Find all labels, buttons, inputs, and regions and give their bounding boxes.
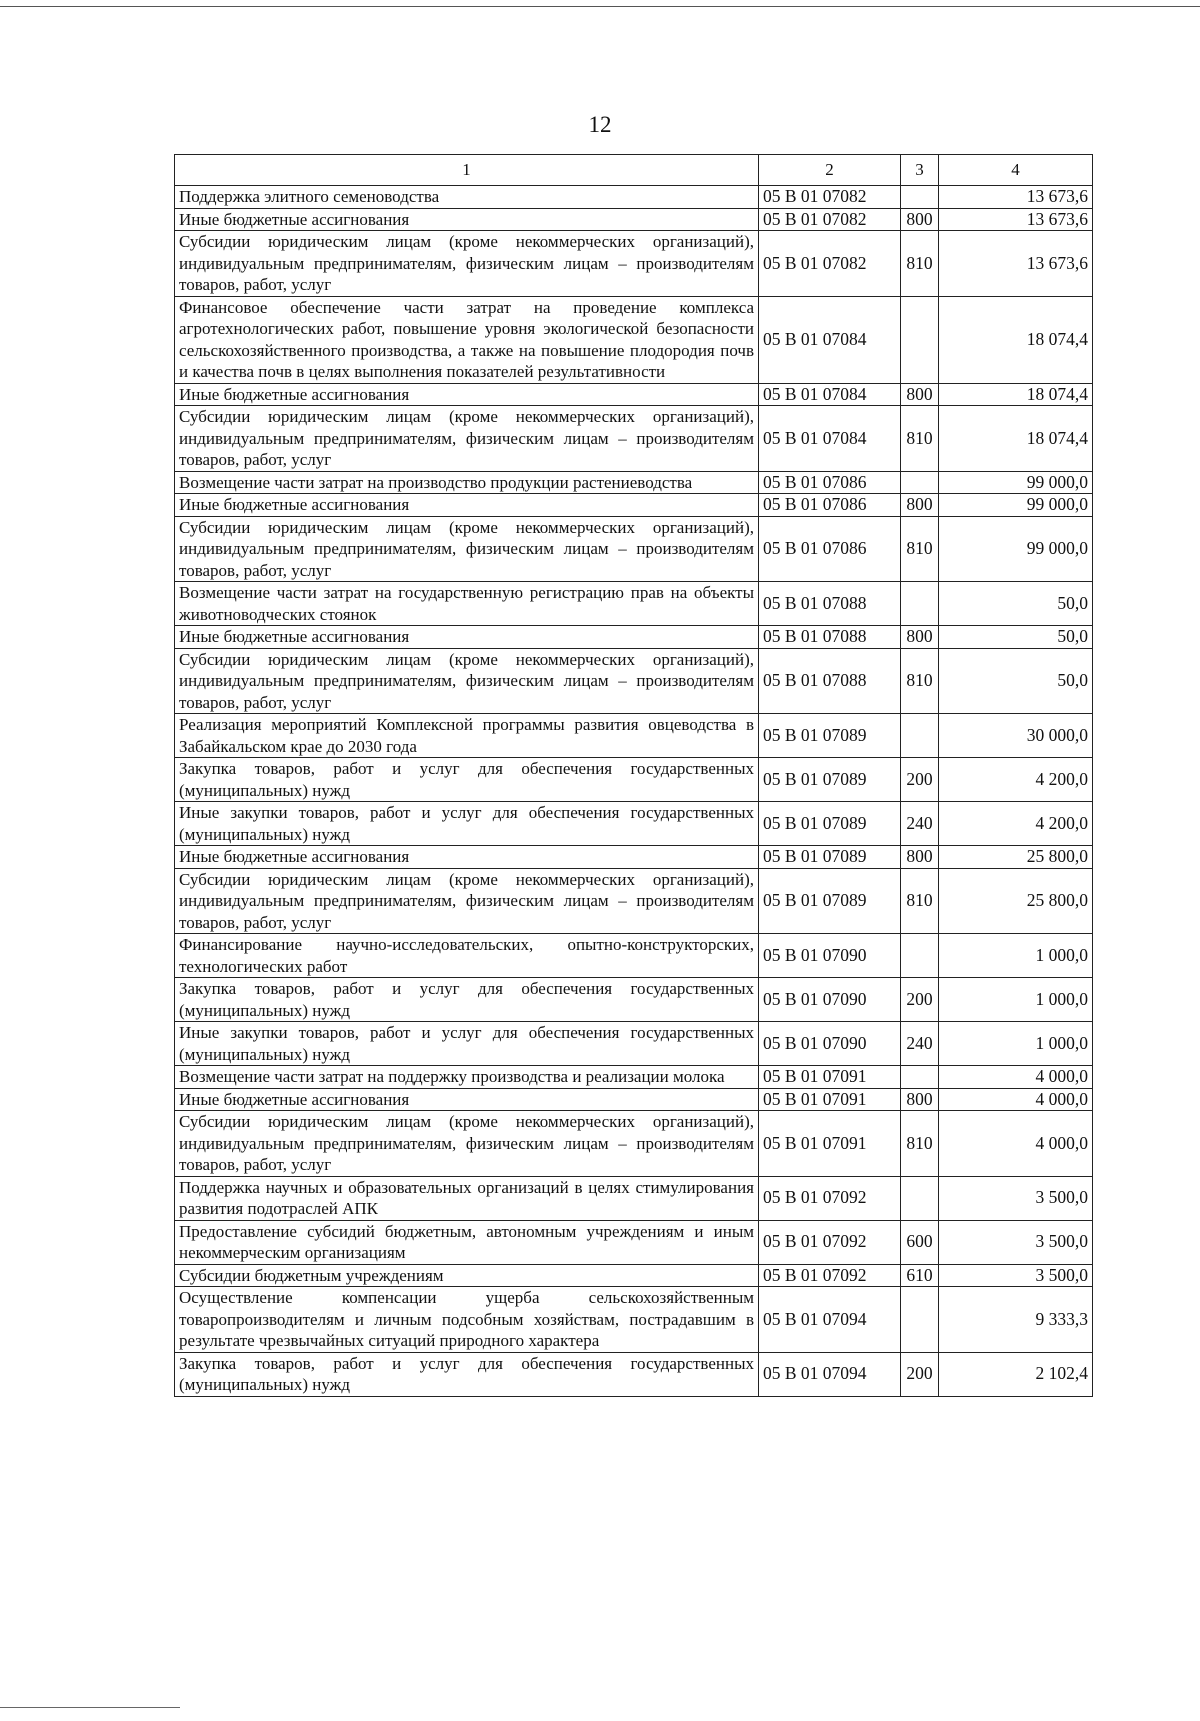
row-code: 05 В 01 07094 [759, 1287, 901, 1353]
table-row [175, 471, 1093, 494]
header-col-3: 3 [901, 155, 939, 186]
row-name: Субсидии бюджетным учреждениям [175, 1264, 759, 1287]
row-vr: 240 [901, 802, 939, 846]
row-vr: 200 [901, 978, 939, 1022]
table-row [175, 231, 1093, 297]
row-vr: 810 [901, 231, 939, 297]
row-amount: 50,0 [939, 582, 1093, 626]
row-amount: 99 000,0 [939, 471, 1093, 494]
row-name: Иные бюджетные ассигнования [175, 208, 759, 231]
row-name: Иные бюджетные ассигнования [175, 383, 759, 406]
header-col-2: 2 [759, 155, 901, 186]
row-amount: 4 000,0 [939, 1088, 1093, 1111]
row-vr [901, 471, 939, 494]
table-row [175, 208, 1093, 231]
row-code: 05 В 01 07091 [759, 1111, 901, 1177]
row-amount: 18 074,4 [939, 383, 1093, 406]
row-code: 05 В 01 07088 [759, 582, 901, 626]
row-amount: 1 000,0 [939, 934, 1093, 978]
page-number: 12 [588, 112, 612, 137]
row-amount: 18 074,4 [939, 296, 1093, 383]
row-vr [901, 1066, 939, 1089]
row-code: 05 В 01 07082 [759, 231, 901, 297]
row-vr: 800 [901, 626, 939, 649]
row-name: Закупка товаров, работ и услуг для обеспечения государственных (муниципальных) нужд [175, 1352, 759, 1396]
row-vr [901, 186, 939, 209]
row-code: 05 В 01 07082 [759, 208, 901, 231]
row-name: Субсидии юридическим лицам (кроме некоммерческих организаций), индивидуальным предпринимателям, физическим лицам – производителям товаров, работ, услуг [175, 516, 759, 582]
table-row [175, 494, 1093, 517]
row-code: 05 В 01 07094 [759, 1352, 901, 1396]
table-row [175, 846, 1093, 869]
row-code: 05 В 01 07092 [759, 1220, 901, 1264]
row-name: Субсидии юридическим лицам (кроме некоммерческих организаций), индивидуальным предпринимателям, физическим лицам – производителям товаров, работ, услуг [175, 231, 759, 297]
row-name: Субсидии юридическим лицам (кроме некоммерческих организаций), индивидуальным предпринимателям, физическим лицам – производителям товаров, работ, услуг [175, 868, 759, 934]
table-row [175, 582, 1093, 626]
row-amount: 18 074,4 [939, 406, 1093, 472]
header-col-4: 4 [939, 155, 1093, 186]
row-amount: 25 800,0 [939, 846, 1093, 869]
row-code: 05 В 01 07089 [759, 846, 901, 869]
table-row [175, 868, 1093, 934]
row-amount: 1 000,0 [939, 978, 1093, 1022]
row-amount: 3 500,0 [939, 1264, 1093, 1287]
row-vr: 610 [901, 1264, 939, 1287]
row-vr: 810 [901, 648, 939, 714]
row-amount: 99 000,0 [939, 516, 1093, 582]
row-name: Закупка товаров, работ и услуг для обеспечения государственных (муниципальных) нужд [175, 978, 759, 1022]
row-code: 05 В 01 07089 [759, 714, 901, 758]
row-code: 05 В 01 07092 [759, 1264, 901, 1287]
row-name: Иные бюджетные ассигнования [175, 494, 759, 517]
top-scan-rule [0, 6, 1200, 7]
row-name: Субсидии юридическим лицам (кроме некоммерческих организаций), индивидуальным предпринимателям, физическим лицам – производителям товаров, работ, услуг [175, 648, 759, 714]
row-vr [901, 296, 939, 383]
row-vr: 810 [901, 868, 939, 934]
row-code: 05 В 01 07089 [759, 758, 901, 802]
table-row [175, 383, 1093, 406]
row-code: 05 В 01 07091 [759, 1066, 901, 1089]
row-vr: 810 [901, 516, 939, 582]
row-code: 05 В 01 07088 [759, 648, 901, 714]
table-row [175, 978, 1093, 1022]
row-amount: 13 673,6 [939, 231, 1093, 297]
table-row [175, 626, 1093, 649]
row-vr: 200 [901, 758, 939, 802]
table-row [175, 186, 1093, 209]
row-amount: 9 333,3 [939, 1287, 1093, 1353]
table-body [175, 186, 1093, 1397]
row-code: 05 В 01 07090 [759, 934, 901, 978]
table-row [175, 802, 1093, 846]
row-name: Финансирование научно-исследовательских, опытно-конструкторских, технологических работ [175, 934, 759, 978]
row-vr: 240 [901, 1022, 939, 1066]
row-vr: 800 [901, 383, 939, 406]
row-vr [901, 1176, 939, 1220]
row-amount: 13 673,6 [939, 186, 1093, 209]
row-amount: 3 500,0 [939, 1176, 1093, 1220]
row-amount: 4 000,0 [939, 1111, 1093, 1177]
row-vr: 800 [901, 846, 939, 869]
table-header-row [175, 155, 1093, 186]
table-row [175, 1220, 1093, 1264]
row-name: Предоставление субсидий бюджетным, автономным учреждениям и иным некоммерческим организациям [175, 1220, 759, 1264]
row-amount: 1 000,0 [939, 1022, 1093, 1066]
bottom-scan-rule [0, 1707, 180, 1708]
row-vr [901, 934, 939, 978]
row-name: Возмещение части затрат на поддержку производства и реализации молока [175, 1066, 759, 1089]
row-code: 05 В 01 07082 [759, 186, 901, 209]
table-row [175, 1111, 1093, 1177]
row-code: 05 В 01 07084 [759, 406, 901, 472]
row-amount: 25 800,0 [939, 868, 1093, 934]
row-code: 05 В 01 07089 [759, 868, 901, 934]
row-amount: 2 102,4 [939, 1352, 1093, 1396]
row-amount: 4 000,0 [939, 1066, 1093, 1089]
row-vr [901, 1287, 939, 1353]
table-row [175, 758, 1093, 802]
row-code: 05 В 01 07088 [759, 626, 901, 649]
table-row [175, 714, 1093, 758]
row-vr [901, 714, 939, 758]
row-amount: 50,0 [939, 626, 1093, 649]
table-row [175, 1287, 1093, 1353]
table-row [175, 1352, 1093, 1396]
row-name: Субсидии юридическим лицам (кроме некоммерческих организаций), индивидуальным предпринимателям, физическим лицам – производителям товаров, работ, услуг [175, 406, 759, 472]
table-row [175, 1088, 1093, 1111]
row-name: Иные бюджетные ассигнования [175, 846, 759, 869]
row-vr: 600 [901, 1220, 939, 1264]
row-code: 05 В 01 07086 [759, 494, 901, 517]
table-row [175, 1022, 1093, 1066]
row-code: 05 В 01 07090 [759, 978, 901, 1022]
row-name: Поддержка элитного семеноводства [175, 186, 759, 209]
row-vr: 800 [901, 1088, 939, 1111]
row-amount: 99 000,0 [939, 494, 1093, 517]
row-amount: 30 000,0 [939, 714, 1093, 758]
row-code: 05 В 01 07084 [759, 296, 901, 383]
row-code: 05 В 01 07084 [759, 383, 901, 406]
row-code: 05 В 01 07086 [759, 516, 901, 582]
row-name: Возмещение части затрат на производство продукции растениеводства [175, 471, 759, 494]
table-row [175, 1066, 1093, 1089]
table-row [175, 406, 1093, 472]
row-code: 05 В 01 07089 [759, 802, 901, 846]
row-name: Возмещение части затрат на государственную регистрацию прав на объекты животноводческих стоянок [175, 582, 759, 626]
row-vr: 800 [901, 494, 939, 517]
row-vr [901, 582, 939, 626]
table-row [175, 648, 1093, 714]
table-row [175, 296, 1093, 383]
row-vr: 200 [901, 1352, 939, 1396]
table-row [175, 1264, 1093, 1287]
row-amount: 4 200,0 [939, 802, 1093, 846]
row-name: Иные бюджетные ассигнования [175, 626, 759, 649]
table-row [175, 934, 1093, 978]
row-name: Финансовое обеспечение части затрат на проведение комплекса агротехнологических работ, повышение уровня экологической безопасности сельскохозяйственного производства, а также на повышение плодородия почв и качества почв в целях выполнения показателей результативности [175, 296, 759, 383]
header-col-1: 1 [175, 155, 759, 186]
row-amount: 13 673,6 [939, 208, 1093, 231]
row-vr: 800 [901, 208, 939, 231]
row-code: 05 В 01 07091 [759, 1088, 901, 1111]
row-name: Иные бюджетные ассигнования [175, 1088, 759, 1111]
row-amount: 3 500,0 [939, 1220, 1093, 1264]
row-code: 05 В 01 07092 [759, 1176, 901, 1220]
row-name: Субсидии юридическим лицам (кроме некоммерческих организаций), индивидуальным предпринимателям, физическим лицам – производителям товаров, работ, услуг [175, 1111, 759, 1177]
row-name: Реализация мероприятий Комплексной программы развития овцеводства в Забайкальском крае до 2030 года [175, 714, 759, 758]
row-code: 05 В 01 07090 [759, 1022, 901, 1066]
row-code: 05 В 01 07086 [759, 471, 901, 494]
row-amount: 50,0 [939, 648, 1093, 714]
row-name: Иные закупки товаров, работ и услуг для обеспечения государственных (муниципальных) нужд [175, 1022, 759, 1066]
table-row [175, 1176, 1093, 1220]
row-vr: 810 [901, 406, 939, 472]
table-row [175, 516, 1093, 582]
row-name: Закупка товаров, работ и услуг для обеспечения государственных (муниципальных) нужд [175, 758, 759, 802]
row-name: Осуществление компенсации ущерба сельскохозяйственным товаропроизводителям и личным подсобным хозяйствам, пострадавшим в результате чрезвычайных ситуаций природного характера [175, 1287, 759, 1353]
budget-table [174, 154, 1093, 1397]
row-name: Поддержка научных и образовательных организаций в целях стимулирования развития подотраслей АПК [175, 1176, 759, 1220]
row-vr: 810 [901, 1111, 939, 1177]
row-amount: 4 200,0 [939, 758, 1093, 802]
row-name: Иные закупки товаров, работ и услуг для обеспечения государственных (муниципальных) нужд [175, 802, 759, 846]
